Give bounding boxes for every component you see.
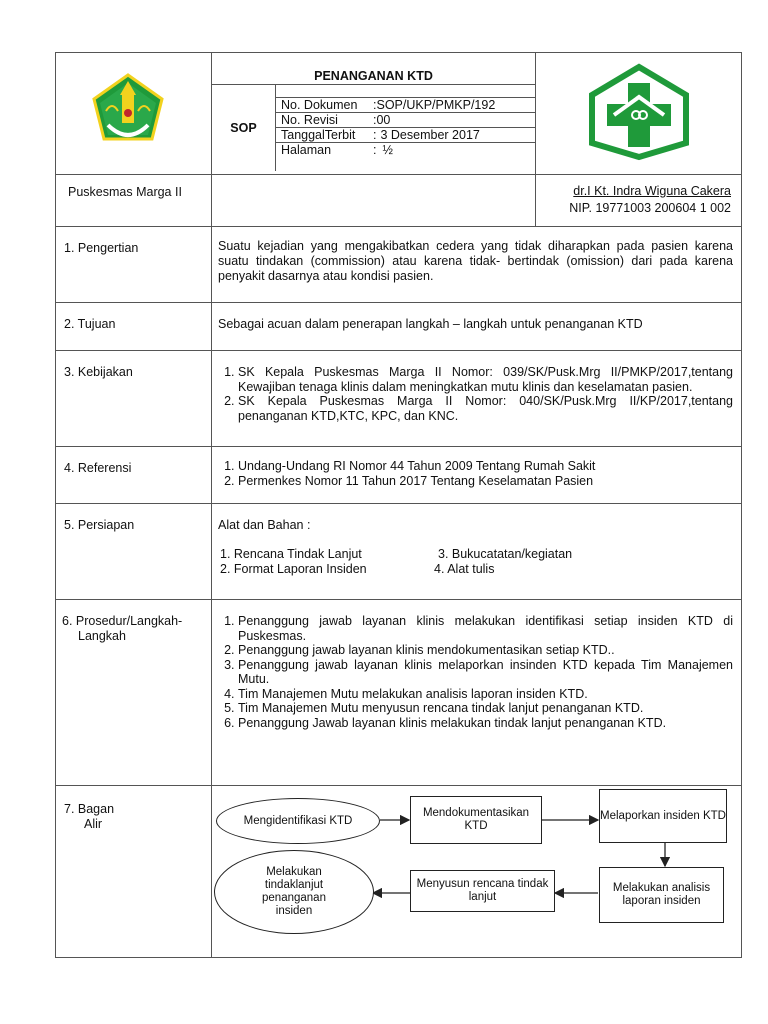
list-item: 1. Undang-Undang RI Nomor 44 Tahun 2009 Tentang Rumah Sakit	[238, 459, 733, 474]
list-item: 4. Tim Manajemen Mutu melakukan analisis laporan insiden KTD.	[238, 687, 733, 702]
flow-node-document: Mendokumentasikan KTD	[410, 796, 542, 844]
flow-node-identify: Mengidentifikasi KTD	[216, 798, 380, 844]
sop-label: SOP	[212, 85, 276, 171]
signature-block	[536, 175, 741, 217]
section-text-pengertian: Suatu kejadian yang mengakibatkan cedera yang tidak diharapkan pada pasien karena suatu tindakan (commission) atau karena tidak- bertindak (omission) dari pada karena penyakit dasarnya atau kondisi pasien.	[218, 239, 733, 283]
flow-node-report: Melaporkan insiden KTD	[599, 789, 727, 843]
flow-node-followup: Melakukan tindaklanjut penanganan insiden	[214, 850, 374, 934]
doc-info-table	[276, 85, 535, 171]
list-item: 2. SK Kepala Puskesmas Marga II Nomor: 040/SK/Pusk.Mrg II/KP/2017,tentang penanganan KTD,KTC, KPC, dan KNC.	[238, 394, 733, 423]
section-label-bagan: 7. Bagan Alir	[64, 802, 115, 831]
list-item: 2. Format Laporan Insiden	[220, 561, 367, 576]
doc-row-date: TanggalTerbit : 3 Desember 2017	[276, 128, 535, 143]
section-label-prosedur: 6. Prosedur/Langkah- Langkah	[62, 614, 183, 643]
section-persiapan	[212, 504, 741, 576]
flow-node-analyze: Melakukan analisis laporan insiden	[599, 867, 724, 923]
section-label-tujuan: 2. Tujuan	[64, 317, 116, 331]
doc-header-cell	[212, 53, 536, 175]
section-list-kebijakan	[212, 351, 741, 423]
list-item: 6. Penanggung Jawab layanan klinis melakukan tindak lanjut penanganan KTD.	[238, 716, 733, 731]
list-item: 2. Permenkes Nomor 11 Tahun 2017 Tentang Keselamatan Pasien	[238, 474, 733, 489]
sop-table	[55, 52, 742, 958]
puskesmas-logo-icon	[536, 53, 742, 171]
list-item: 4. Alat tulis	[434, 561, 495, 576]
regional-logo-icon	[56, 53, 212, 171]
regional-logo-cell	[56, 53, 212, 175]
flowchart	[212, 786, 740, 946]
section-label-pengertian: 1. Pengertian	[64, 241, 139, 255]
list-item: 1. Penanggung jawab layanan klinis melakukan identifikasi setiap insiden KTD di Puskesmas.	[238, 614, 733, 643]
section-text-tujuan: Sebagai acuan dalam penerapan langkah – langkah untuk penanganan KTD	[218, 317, 643, 331]
list-item: 2. Penanggung jawab layanan klinis mendokumentasikan setiap KTD..	[238, 643, 733, 658]
list-item: 1. Rencana Tindak Lanjut	[220, 547, 362, 561]
section-list-prosedur	[212, 600, 741, 730]
section-list-referensi	[212, 447, 741, 488]
institution-name: Puskesmas Marga II	[68, 185, 182, 199]
document-title: PENANGANAN KTD	[212, 53, 535, 85]
doc-row-page: Halaman : ½	[281, 143, 393, 157]
section-label-kebijakan: 3. Kebijakan	[64, 365, 133, 379]
sop-document	[55, 52, 741, 958]
puskesmas-logo-cell	[536, 53, 742, 175]
section-label-referensi: 4. Referensi	[64, 461, 132, 475]
list-item: 3. Penanggung jawab layanan klinis melaporkan insinden KTD kepada Tim Manajemen Mutu.	[238, 658, 733, 687]
list-item: 1. SK Kepala Puskesmas Marga II Nomor: 039/SK/Pusk.Mrg II/PMKP/2017,tentang Kewajiban tenaga klinis dalam meningkatkan mutu klinis dan keselamatan pasien.	[238, 365, 733, 394]
section-label-persiapan: 5. Persiapan	[64, 518, 135, 532]
list-item: 3. Bukucatatan/kegiatan	[438, 547, 573, 561]
doc-row-number: No. Dokumen : SOP/UKP/PMKP/192	[276, 97, 535, 113]
doc-row-revision: No. Revisi : 00	[276, 113, 535, 128]
signer-nip: NIP. 19771003 200604 1 002	[569, 201, 731, 215]
signer-name: dr.I Kt. Indra Wiguna Cakera	[573, 184, 731, 198]
persiapan-intro: Alat dan Bahan :	[218, 518, 311, 532]
list-item: 5. Tim Manajemen Mutu menyusun rencana tindak lanjut penanganan KTD.	[238, 701, 733, 716]
flow-node-plan: Menyusun rencana tindak lanjut	[410, 870, 555, 912]
